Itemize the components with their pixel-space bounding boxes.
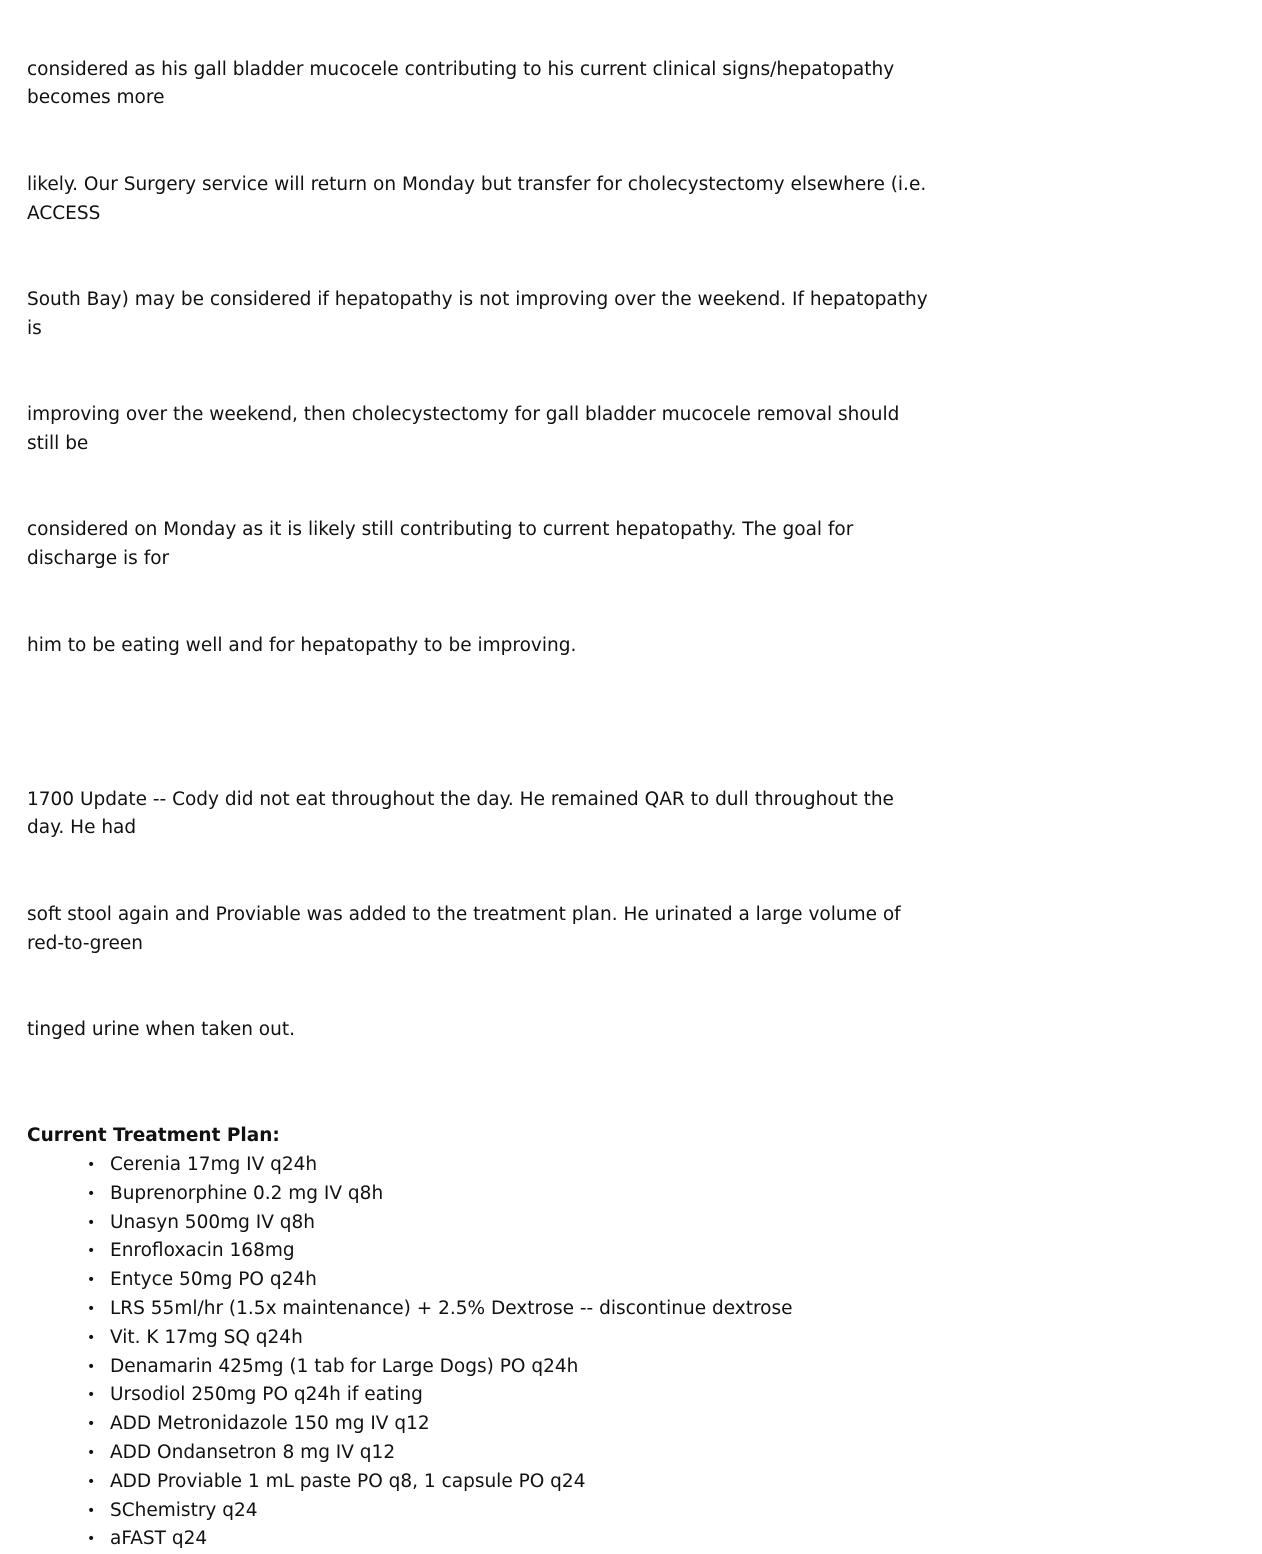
list-item-text: Cerenia 17mg IV q24h (110, 1154, 318, 1176)
bullet-icon: • (87, 1445, 96, 1462)
list-item (27, 1353, 937, 1382)
list-item-text: Entyce 50mg PO q24h (110, 1269, 317, 1291)
list-item (27, 1209, 937, 1238)
list-item (27, 1381, 937, 1410)
bullet-icon: • (87, 1185, 96, 1202)
list-item-text: ADD Metronidazole 150 mg IV q12 (110, 1413, 430, 1435)
list-item (27, 1410, 937, 1439)
list-item (27, 1324, 937, 1353)
list-item (27, 1497, 937, 1526)
document-body (27, 0, 937, 1554)
list-item (27, 1295, 937, 1324)
bullet-icon: • (87, 1157, 96, 1174)
list-item (27, 1237, 937, 1266)
list-item-text: Enrofloxacin 168mg (110, 1240, 295, 1262)
list-item (27, 1468, 937, 1497)
list-item-text: Unasyn 500mg IV q8h (110, 1211, 315, 1233)
bullet-icon: • (87, 1243, 96, 1260)
list-item-text: Denamarin 425mg (1 tab for Large Dogs) PO q24h (110, 1355, 579, 1377)
treatment-plan-heading: Current Treatment Plan: (27, 1125, 280, 1147)
paragraph-line: likely. Our Surgery service will return on Monday but transfer for cholecystectomy elsewhere (i.e. ACCESS (27, 173, 933, 224)
list-item-text: ADD Proviable 1 mL paste PO q8, 1 capsule PO q24 (110, 1470, 586, 1492)
treatment-plan-list (27, 1151, 937, 1554)
bullet-icon: • (87, 1387, 96, 1404)
paragraph-line: soft stool again and Proviable was added to the treatment plan. He urinated a large volume of red-to-green (27, 903, 907, 954)
list-item-text: Ursodiol 250mg PO q24h if eating (110, 1384, 423, 1406)
paragraph-line: considered on Monday as it is likely still contributing to current hepatopathy. The goal for discharge is for (27, 519, 860, 570)
list-item (27, 1525, 937, 1554)
bullet-icon: • (87, 1214, 96, 1231)
bullet-icon: • (87, 1301, 96, 1318)
list-item (27, 1151, 937, 1180)
bullet-icon: • (87, 1502, 96, 1519)
list-item (27, 1266, 937, 1295)
list-item-text: Vit. K 17mg SQ q24h (110, 1326, 303, 1348)
bullet-icon: • (87, 1416, 96, 1433)
paragraph-line: tinged urine when taken out. (27, 1018, 295, 1040)
list-item (27, 1180, 937, 1209)
update-paragraph (27, 728, 937, 1102)
list-item-text: Buprenorphine 0.2 mg IV q8h (110, 1182, 384, 1204)
bullet-icon: • (87, 1272, 96, 1289)
list-item-text: aFAST q24 (110, 1528, 208, 1550)
paragraph-line: 1700 Update -- Cody did not eat throughout the day. He remained QAR to dull throughout the day. He had (27, 788, 900, 839)
bullet-icon: • (87, 1358, 96, 1375)
paragraph-line: improving over the weekend, then cholecystectomy for gall bladder mucocele removal should still be (27, 404, 906, 454)
list-item-text: SChemistry q24 (110, 1499, 258, 1521)
bullet-icon: • (87, 1473, 96, 1490)
list-item-text: ADD Ondansetron 8 mg IV q12 (110, 1442, 396, 1464)
bullet-icon: • (87, 1329, 96, 1346)
paragraph-line: South Bay) may be considered if hepatopathy is not improving over the weekend. If hepatopathy is (27, 288, 934, 339)
paragraph-line: considered as his gall bladder mucocele contributing to his current clinical signs/hepatopathy becomes more (27, 58, 901, 109)
assessment-paragraph (27, 0, 937, 718)
paragraph-line: him to be eating well and for hepatopathy to be improving. (27, 634, 577, 656)
list-item (27, 1439, 937, 1468)
bullet-icon: • (87, 1531, 96, 1548)
list-item-text: LRS 55ml/hr (1.5x maintenance) + 2.5% Dextrose -- discontinue dextrose (110, 1298, 793, 1320)
